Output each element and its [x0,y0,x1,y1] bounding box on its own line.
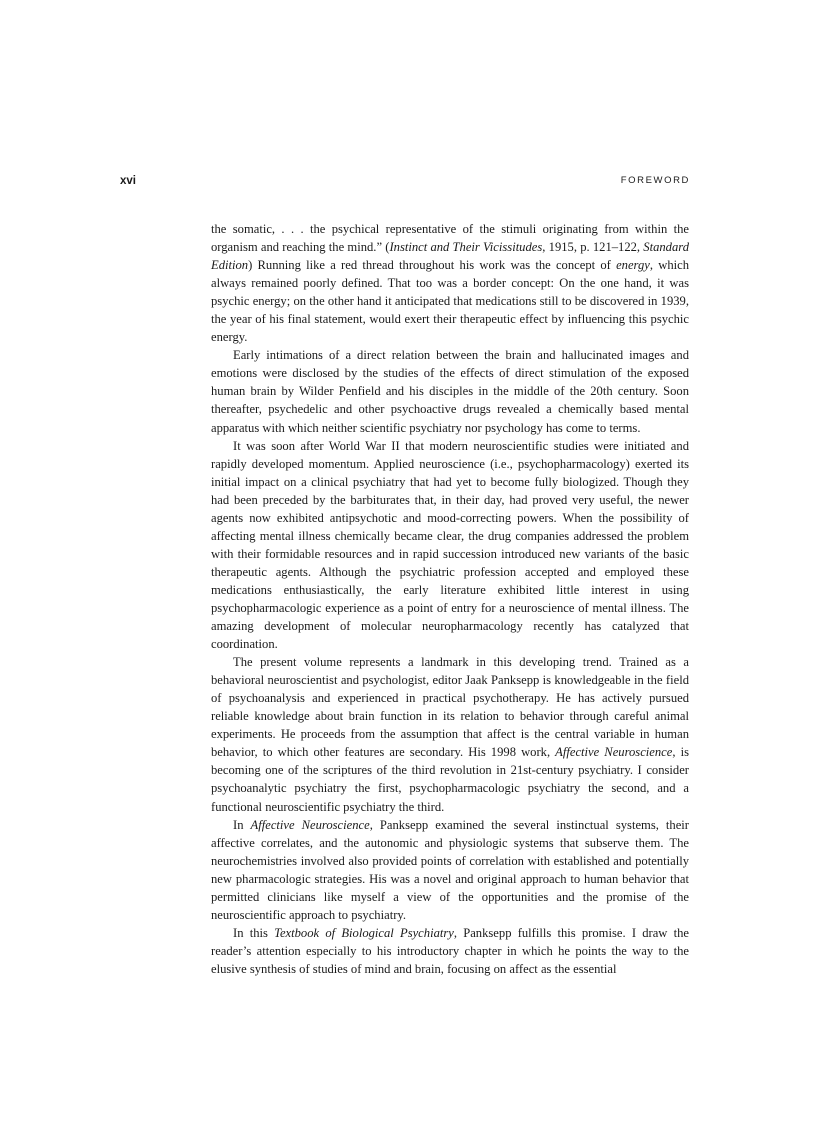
italic-title: Affective Neuroscience [250,817,370,832]
paragraph [211,220,689,346]
paragraph [211,346,689,436]
text-run: It was soon after World War II that modern neuroscientific studies were initiated and rapidly developed momentum. Applied neuroscience (i.e., psychopharmacology) exerted its initial impact on a clinical psychiatry that had yet to become fully biologized. Though they had been preceded by the barbiturates that, in their day, had proved very useful, the newer agents now exhibited antipsychotic and mood-correcting powers. When the possibility of affecting mental illness chemically became clear, the drug companies addressed the problem with their formidable resources and in rapid succession introduced new variants of the basic therapeutic agents. Although the psychiatric profession accepted and employed these medications enthusiastically, the early literature exhibited little interest in using psychopharmacologic experience as a point of entry for a neuroscience of mental illness. The amazing development of molecular neuropharmacology recently has catalyzed that coordination. [211,438,689,652]
italic-title: Standard Edition [211,240,689,273]
text-run: Early intimations of a direct relation between the brain and hallucinated images and emotions were disclosed by the studies of the effects of direct stimulation of the exposed human brain by Wilder Penfield and his disciples in the middle of the 20th century. Soon thereafter, psychedelic and other psychoactive drugs revealed a chemically based mental apparatus with which neither scientific psychiatry nor psychology has come to terms. [211,348,689,435]
text-run: , is becoming one of the scriptures of the third revolution in 21st-century psychiatry. I consider psychoanalytic psychiatry the first, psychopharmacologic psychiatry the second, and a functional neuroscientific psychiatry the third. [211,745,689,814]
running-head [120,174,690,188]
paragraph [211,653,689,815]
paragraph [211,924,689,978]
italic-term: energy [616,258,650,273]
paragraph [211,816,689,924]
text-run: ) Running like a red thread throughout his work was the concept of [248,258,617,273]
paragraph [211,437,689,654]
text-run: , 1915, p. 121–122, [542,240,644,255]
body-text [211,220,689,978]
text-run: In [233,817,251,832]
text-run: the somatic, . . . the psychical representative of the stimuli originating from within the organism and reaching the mind.” ( [211,222,689,255]
text-run: , Panksepp fulfills this promise. I draw the reader’s attention especially to his introductory chapter in which he points the way to the elusive synthesis of studies of mind and brain, focusing on affect as the essential [211,925,689,976]
text-run: The present volume represents a landmark in this developing trend. Trained as a behavioral neuroscientist and psychologist, editor Jaak Panksepp is knowledgeable in the field of psychoanalysis and experienced in practical psychotherapy. He has actively pursued reliable knowledge about brain function in its relation to behavior through careful animal experiments. He proceeds from the assumption that affect is the central variable in human behavior, to which other features are secondary. His 1998 work, [211,655,689,760]
text-run: In this [233,925,275,940]
text-run: , which always remained poorly defined. That too was a border concept: On the one hand, it was psychic energy; on the other hand it anticipated that medications still to be discovered in 1939, the year of his final statement, would exert their therapeutic effect by influencing this psychic energy. [211,258,690,345]
page-number: xvi [120,175,136,187]
italic-title: Affective Neuroscience [555,745,673,760]
section-title: FOREWORD [620,175,690,186]
italic-title: Instinct and Their Vicissitudes [389,240,543,255]
italic-title: Textbook of Biological Psychiatry [274,925,454,940]
text-run: , Panksepp examined the several instinctual systems, their affective correlates, and the autonomic and physiologic systems that subserve them. The neurochemistries involved also provided points of correlation with established and potentially new pharmacologic strategies. His was a novel and original approach to human behavior that permitted clinicians like myself a view of the opportunities and the promise of the neuroscientific approach to psychiatry. [211,817,690,922]
